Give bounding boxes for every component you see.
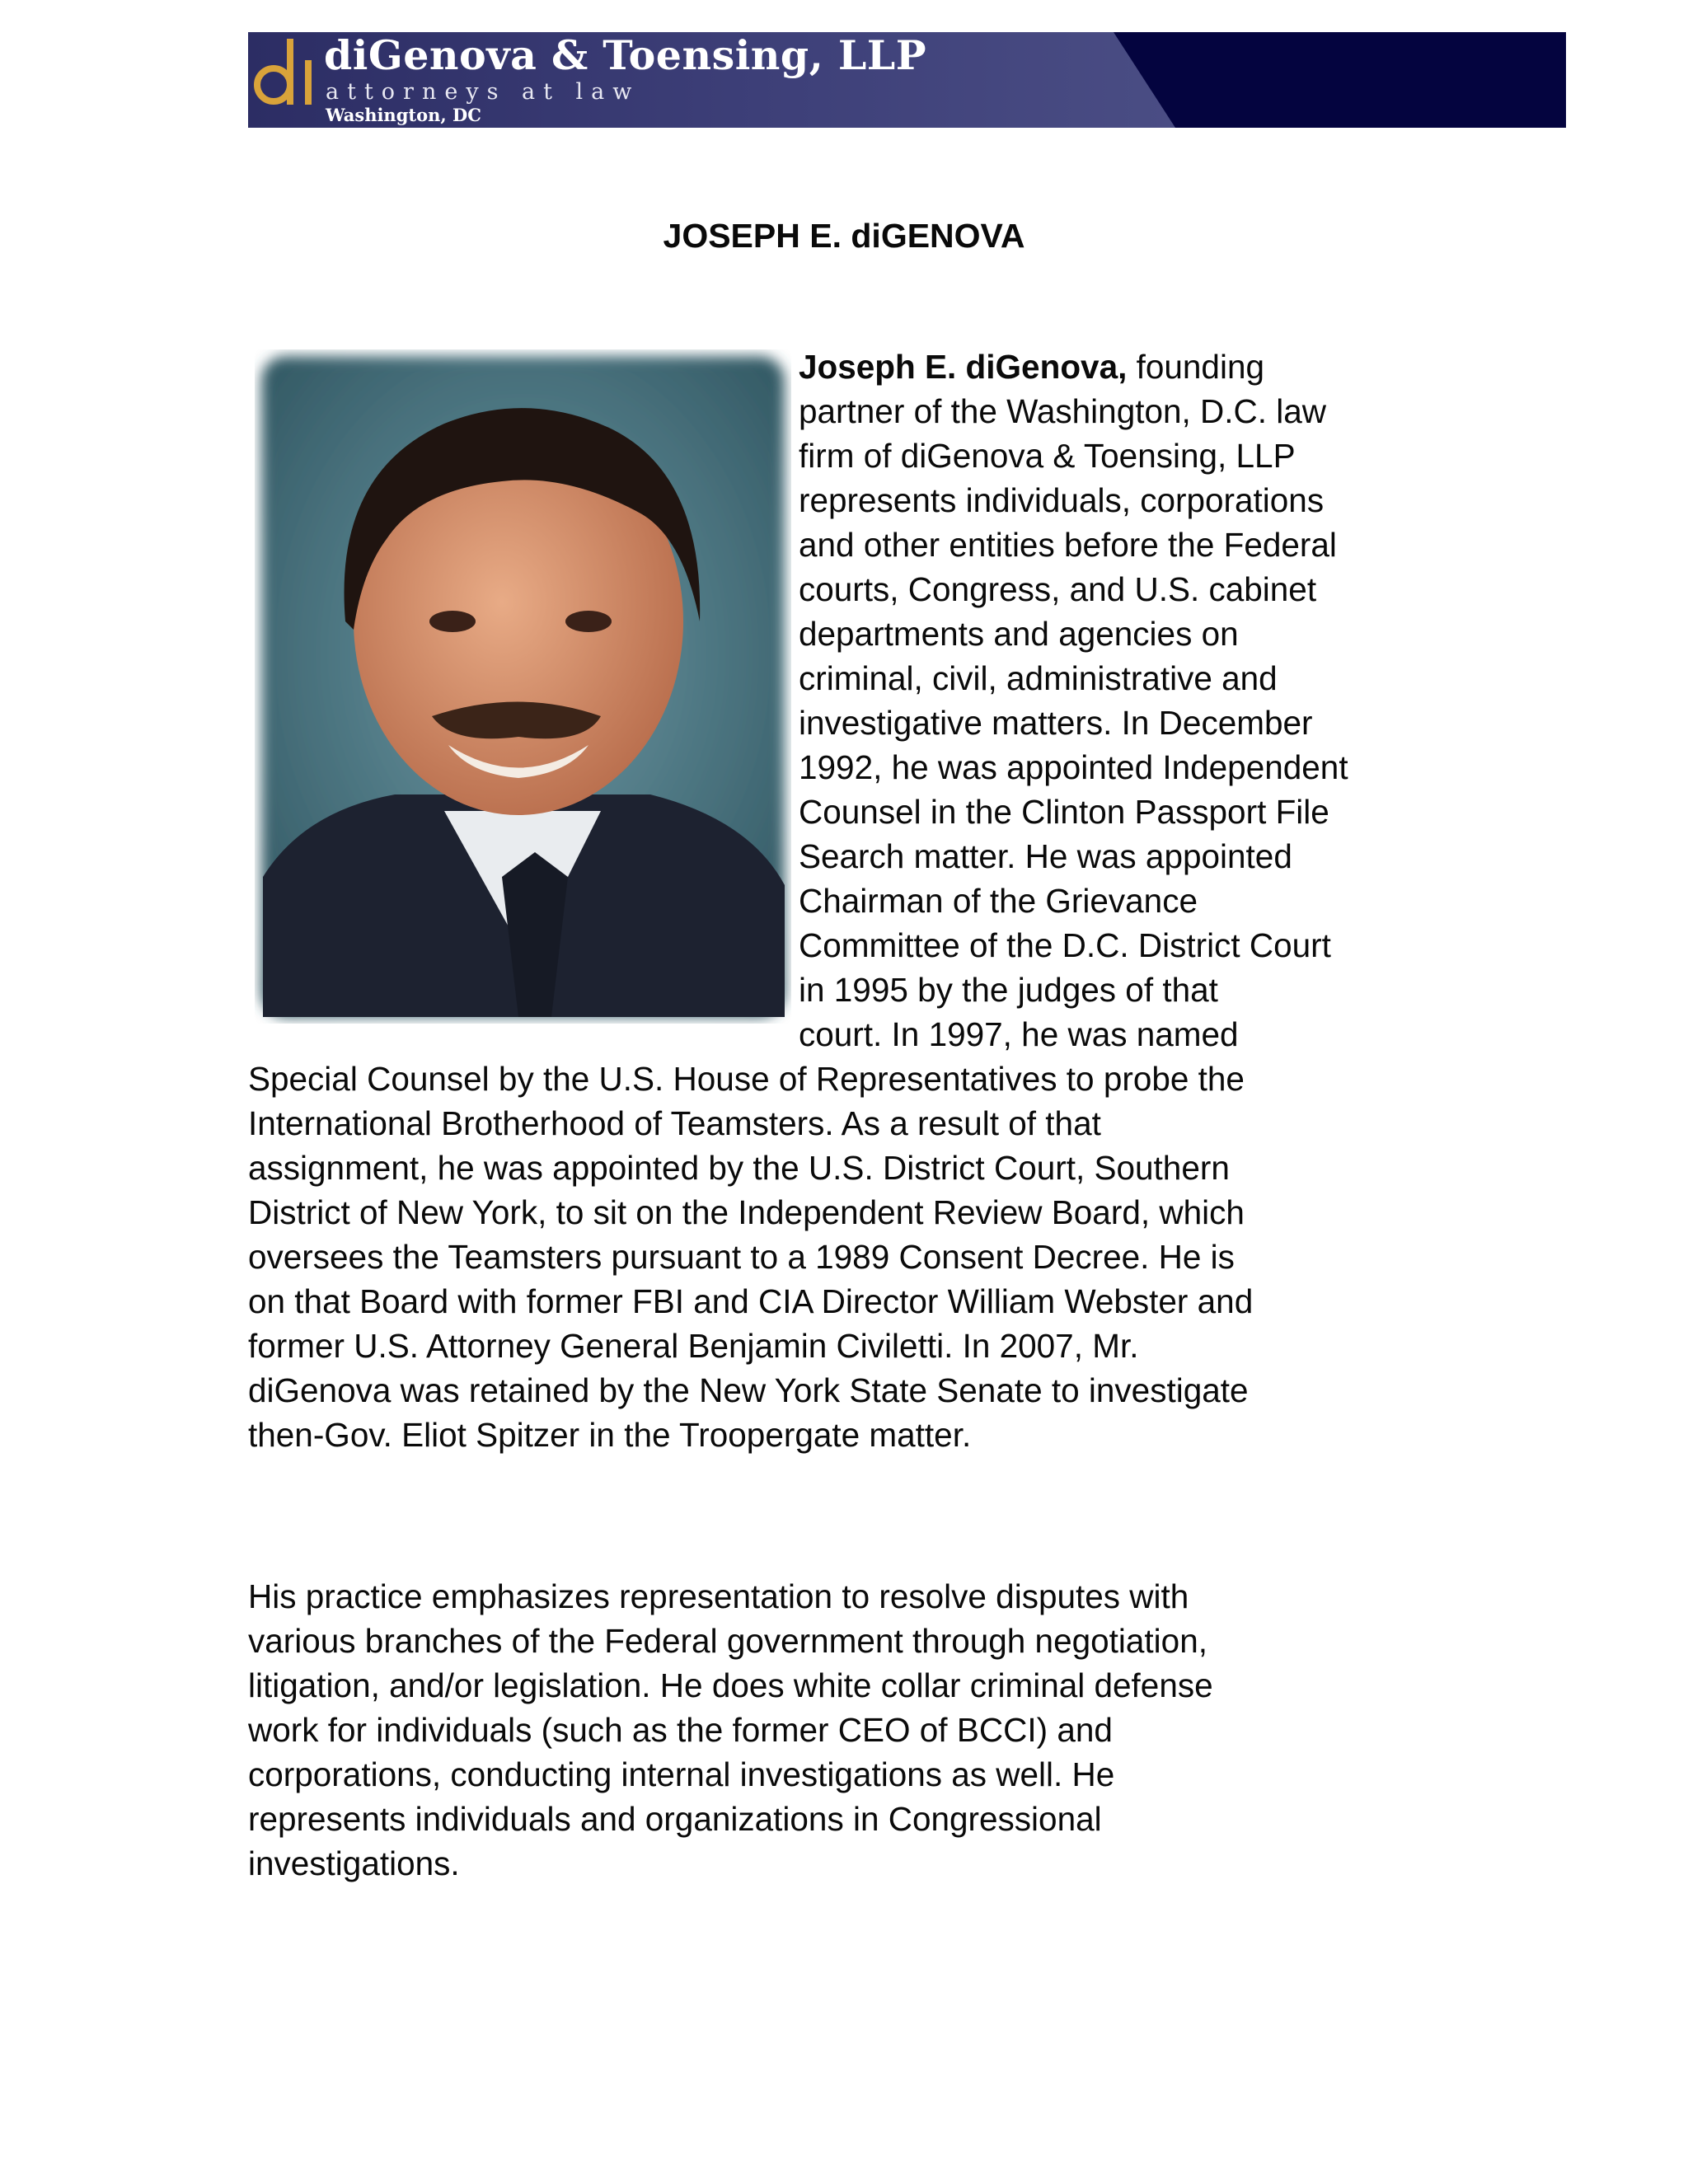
bio-line: on that Board with former FBI and CIA Director William Webster and: [248, 1282, 1254, 1320]
bio-line: Joseph E. diGenova, founding: [799, 348, 1265, 386]
bio-line: Counsel in the Clinton Passport File: [799, 793, 1329, 831]
bio-line: former U.S. Attorney General Benjamin Civiletti. In 2007, Mr.: [248, 1327, 1139, 1365]
bio-line: firm of diGenova & Toensing, LLP: [799, 437, 1296, 475]
bio-line: International Brotherhood of Teamsters. As a result of that: [248, 1104, 1101, 1142]
bio-line: courts, Congress, and U.S. cabinet: [799, 570, 1317, 608]
practice-line: litigation, and/or legislation. He does white collar criminal defense: [248, 1666, 1213, 1704]
bio-line: in 1995 by the judges of that: [799, 971, 1218, 1009]
bio-line: Chairman of the Grievance: [799, 882, 1198, 920]
bio-line: Search matter. He was appointed: [799, 837, 1292, 875]
firm-header-banner: [248, 32, 1566, 128]
bio-line: court. In 1997, he was named: [799, 1015, 1239, 1053]
bio-paragraph: [248, 344, 1451, 1457]
practice-line: various branches of the Federal government through negotiation,: [248, 1622, 1207, 1660]
bio-line: and other entities before the Federal: [799, 526, 1337, 564]
practice-line: work for individuals (such as the former CEO of BCCI) and: [248, 1711, 1113, 1749]
practice-line: investigations.: [248, 1844, 460, 1882]
bio-name: Joseph E. diGenova,: [799, 348, 1128, 386]
practice-paragraph: [248, 1574, 1451, 1886]
practice-line: represents individuals and organizations in Congressional: [248, 1800, 1102, 1838]
page-title: JOSEPH E. diGENOVA: [663, 217, 1025, 255]
bio-line: investigative matters. In December: [799, 704, 1313, 742]
firm-location: Washington, DC: [326, 105, 481, 125]
bio-line: represents individuals, corporations: [799, 481, 1325, 519]
firm-name: diGenova & Toensing, LLP: [324, 32, 927, 79]
practice-line: corporations, conducting internal investigations as well. He: [248, 1755, 1115, 1793]
bio-line: assignment, he was appointed by the U.S. District Court, Southern: [248, 1149, 1230, 1187]
practice-line: His practice emphasizes representation to resolve disputes with: [248, 1577, 1189, 1615]
firm-logo-icon: [251, 32, 326, 123]
bio-line: departments and agencies on: [799, 615, 1239, 653]
bio-line: partner of the Washington, D.C. law: [799, 392, 1327, 430]
bio-line: oversees the Teamsters pursuant to a 1989 Consent Decree. He is: [248, 1238, 1235, 1276]
bio-line: Committee of the D.C. District Court: [799, 926, 1331, 964]
bio-line: Special Counsel by the U.S. House of Representatives to probe the: [248, 1060, 1245, 1098]
bio-line: 1992, he was appointed Independent: [799, 748, 1348, 786]
bio-line: District of New York, to sit on the Independent Review Board, which: [248, 1193, 1245, 1231]
bio-line: diGenova was retained by the New York State Senate to investigate: [248, 1371, 1249, 1409]
firm-subtitle: attorneys at law: [326, 79, 640, 105]
bio-line: criminal, civil, administrative and: [799, 659, 1278, 697]
bio-line: then-Gov. Eliot Spitzer in the Troopergate matter.: [248, 1416, 972, 1454]
